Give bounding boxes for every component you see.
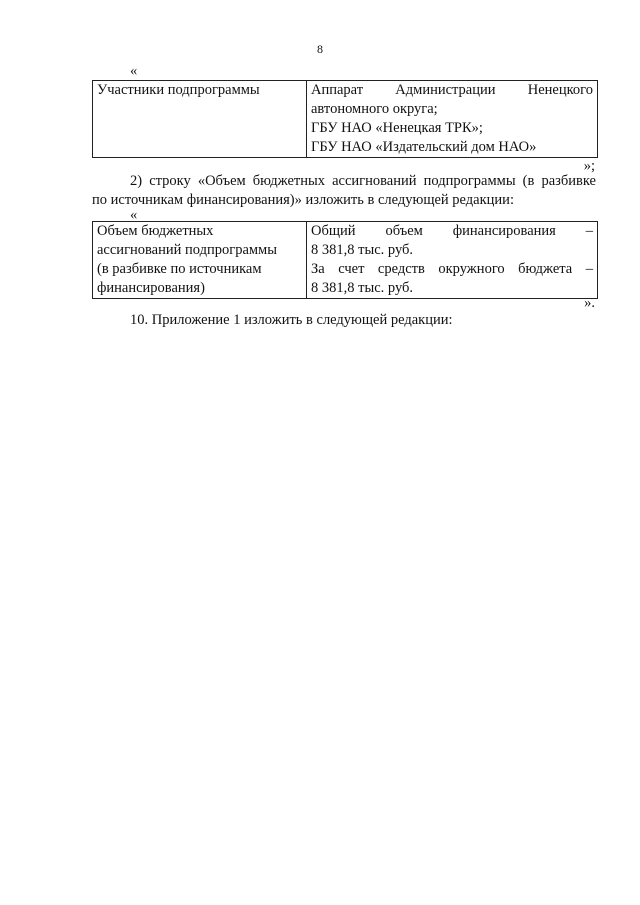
participants-table [92,80,598,158]
paragraph-2 [92,172,596,210]
budget-label-line-3: (в разбивке по источникам [97,261,262,277]
budget-total-line: Общий объем финансирования – [311,223,593,239]
participant-line-3: ГБУ НАО «Ненецкая ТРК»; [311,120,483,136]
table-row [93,81,598,158]
quote-open-1: « [130,63,138,79]
budget-regional-amount: 8 381,8 тыс. руб. [311,280,414,296]
participants-value-cell [307,81,598,158]
quote-close-2: ». [584,295,595,311]
budget-label-line-1: Объем бюджетных [97,223,214,239]
paragraph-2-line-2: по источникам финансирования)» изложить в следующей редакции: [92,192,514,208]
budget-value-cell [307,222,598,299]
paragraph-10: 10. Приложение 1 изложить в следующей редакции: [130,312,453,328]
participant-line-1: Аппарат Администрации Ненецкого [311,82,593,98]
participant-line-4: ГБУ НАО «Издательский дом НАО» [311,139,537,155]
budget-label-cell [93,222,307,299]
quote-close-1: »; [583,158,595,174]
participants-label-cell [93,81,307,158]
paragraph-2-line-1: 2) строку «Объем бюджетных ассигнований подпрограммы (в разбивке [130,173,596,189]
participant-line-2: автономного округа; [311,101,438,117]
table-row [93,222,598,299]
quote-open-2: « [130,207,138,223]
participants-label: Участники подпрограммы [97,82,260,98]
budget-label-line-4: финансирования) [97,280,205,296]
budget-regional-line: За счет средств окружного бюджета – [311,261,593,277]
budget-table [92,221,598,299]
budget-total-amount: 8 381,8 тыс. руб. [311,242,414,258]
budget-label-line-2: ассигнований подпрограммы [97,242,277,258]
page-number: 8 [317,42,323,56]
